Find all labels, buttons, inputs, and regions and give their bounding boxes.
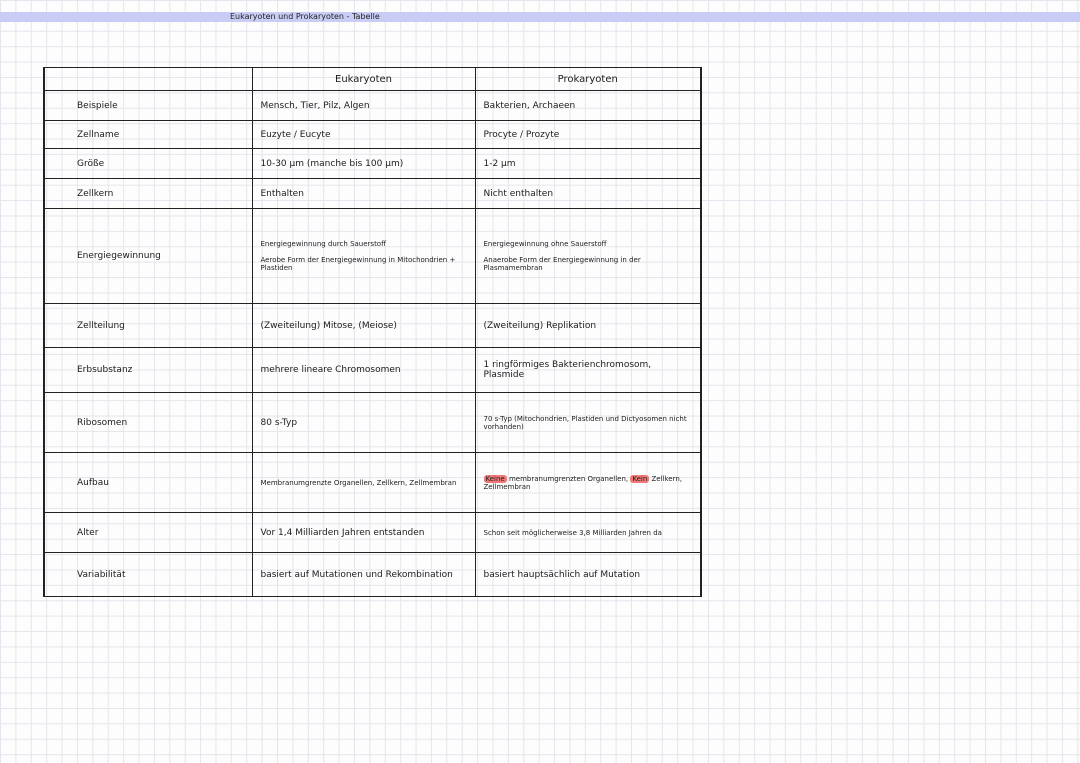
header-eukaryoten: Eukaryoten <box>252 68 475 91</box>
cell-eukaryoten: Membranumgrenzte Organellen, Zellkern, Zellmembran <box>252 453 475 513</box>
cell-eukaryoten: 80 s-Typ <box>252 393 475 453</box>
table-row <box>44 453 701 513</box>
table-row <box>44 91 701 121</box>
cell-prokaryoten: (Zweiteilung) Replikation <box>475 304 701 348</box>
cell-line: Anaerobe Form der Energiegewinnung in der Plasmamembran <box>483 256 641 272</box>
table-row <box>44 304 701 348</box>
row-label: Erbsubstanz <box>44 348 252 393</box>
row-label: Variabilität <box>44 553 252 597</box>
header-empty <box>44 68 252 91</box>
cell-prokaryoten <box>475 209 701 304</box>
row-label: Aufbau <box>44 453 252 513</box>
cell-eukaryoten: 10-30 µm (manche bis 100 µm) <box>252 149 475 179</box>
table-row <box>44 149 701 179</box>
cell-prokaryoten: Nicht enthalten <box>475 179 701 209</box>
row-label: Zellkern <box>44 179 252 209</box>
cell-prokaryoten <box>475 453 701 513</box>
header-prokaryoten: Prokaryoten <box>475 68 701 91</box>
cell-prokaryoten: 1-2 µm <box>475 149 701 179</box>
row-label: Zellname <box>44 121 252 149</box>
cell-eukaryoten: Enthalten <box>252 179 475 209</box>
row-label: Zellteilung <box>44 304 252 348</box>
table-row <box>44 179 701 209</box>
row-label: Ribosomen <box>44 393 252 453</box>
cell-eukaryoten: Euzyte / Eucyte <box>252 121 475 149</box>
cell-text: membranumgrenzten Organellen, <box>506 474 631 483</box>
table-row <box>44 348 701 393</box>
cell-prokaryoten: 70 s-Typ (Mitochondrien, Plastiden und Dictyosomen nicht vorhanden) <box>475 393 701 453</box>
highlight-kein: Kein <box>632 474 648 483</box>
row-label: Alter <box>44 513 252 553</box>
cell-eukaryoten: basiert auf Mutationen und Rekombination <box>252 553 475 597</box>
cell-eukaryoten: (Zweiteilung) Mitose, (Meiose) <box>252 304 475 348</box>
title-bar <box>0 12 1080 22</box>
cell-line: Energiegewinnung ohne Sauerstoff <box>483 240 607 248</box>
cell-prokaryoten: Schon seit möglicherweise 3,8 Milliarden Jahren da <box>475 513 701 553</box>
row-label: Größe <box>44 149 252 179</box>
cell-prokaryoten: Bakterien, Archaeen <box>475 91 701 121</box>
cell-line: Aerobe Form der Energiegewinnung in Mitochondrien + Plastiden <box>260 256 456 272</box>
cell-text: Zellkern, Zellmembran <box>483 474 683 491</box>
row-label: Beispiele <box>44 91 252 121</box>
table-row <box>44 209 701 304</box>
table-row <box>44 553 701 597</box>
comparison-table <box>43 67 700 612</box>
cell-prokaryoten: basiert hauptsächlich auf Mutation <box>475 553 701 597</box>
cell-line: Energiegewinnung durch Sauerstoff <box>260 240 386 248</box>
cell-prokaryoten: Procyte / Prozyte <box>475 121 701 149</box>
table-header-row <box>44 68 701 91</box>
table-row <box>44 121 701 149</box>
table-row <box>44 513 701 553</box>
page-title: Eukaryoten und Prokaryoten - Tabelle <box>230 12 380 21</box>
cell-eukaryoten: Vor 1,4 Milliarden Jahren entstanden <box>252 513 475 553</box>
highlight-keine: Keine <box>485 474 505 483</box>
row-label: Energiegewinnung <box>44 209 252 304</box>
cell-eukaryoten <box>252 209 475 304</box>
cell-prokaryoten: 1 ringförmiges Bakterienchromosom, Plasmide <box>475 348 701 393</box>
cell-eukaryoten: Mensch, Tier, Pilz, Algen <box>252 91 475 121</box>
table-row <box>44 393 701 453</box>
cell-eukaryoten: mehrere lineare Chromosomen <box>252 348 475 393</box>
